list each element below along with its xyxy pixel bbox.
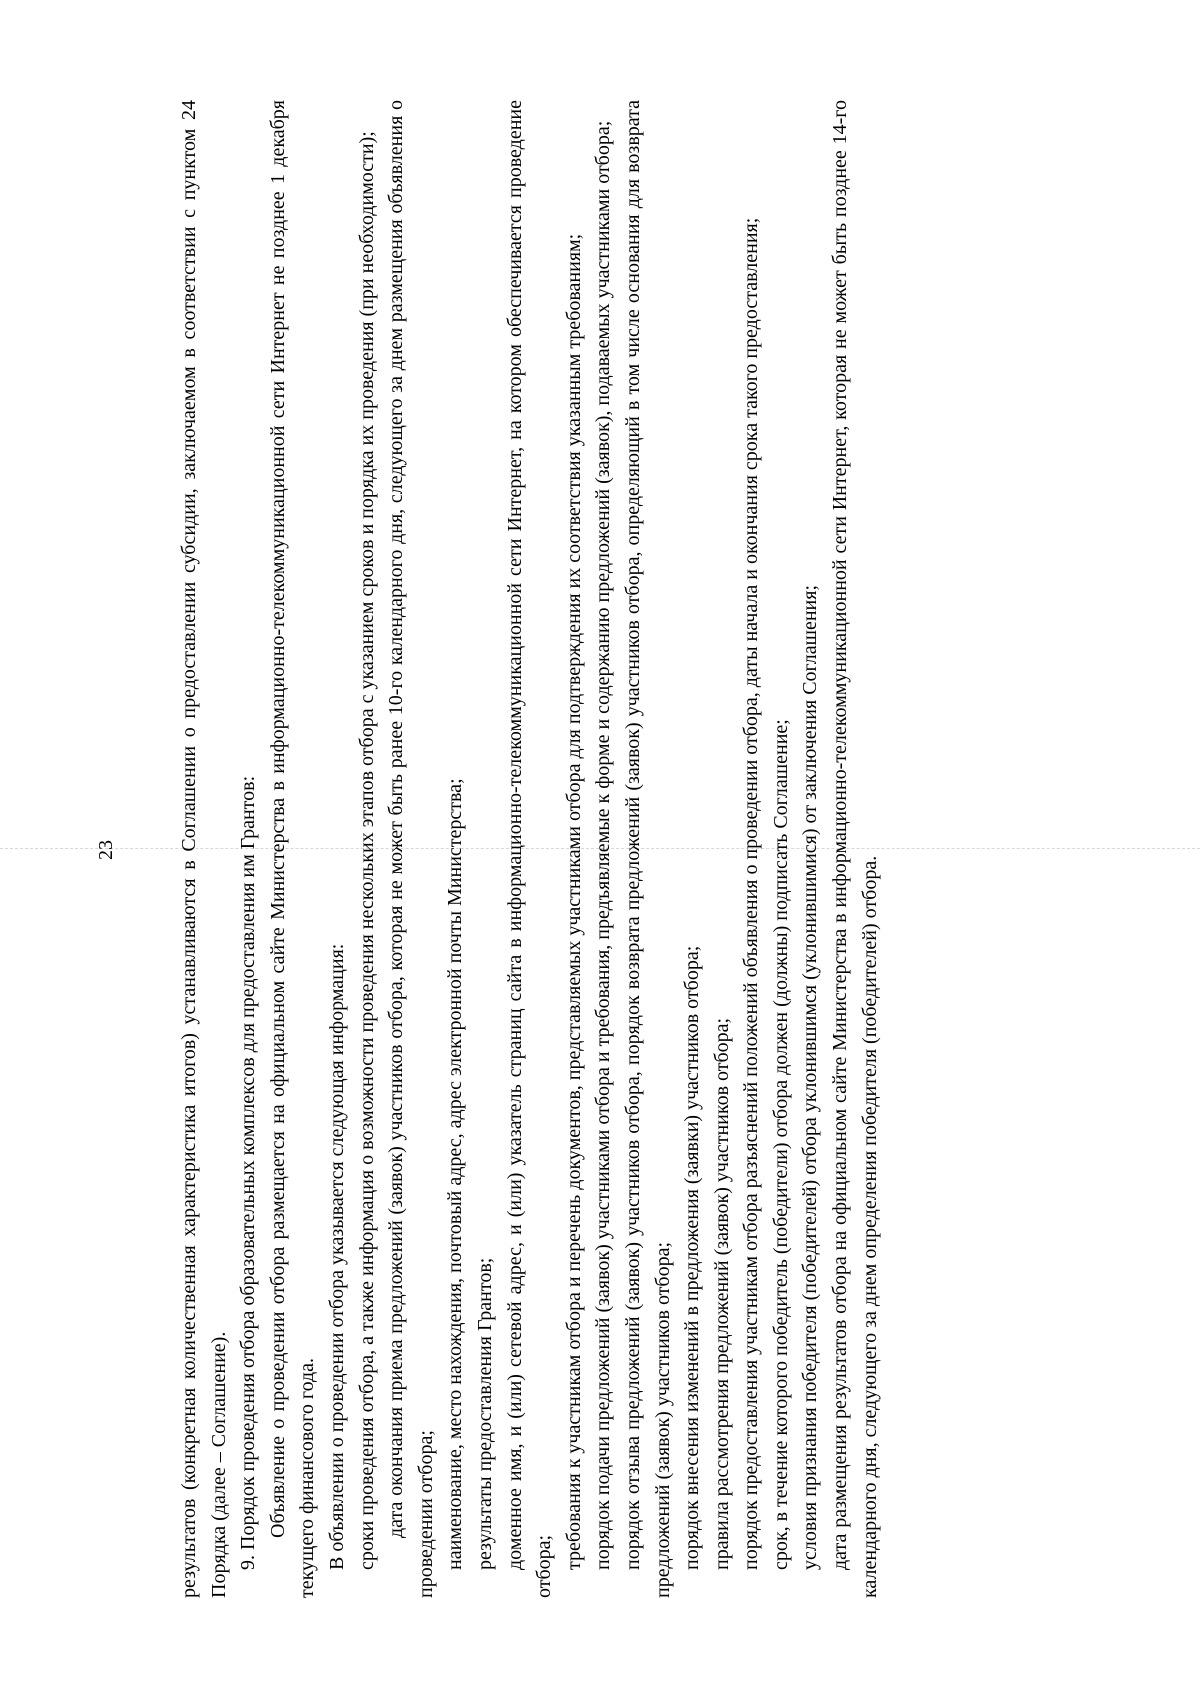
paragraph-5: дата окончания приема предложений (заявок) участников отбора, которая не может быть ранее 10-го календарного дня, следующего за днем размещения объявления о проведении отбора; [385, 100, 437, 1598]
paragraph-16: условия признания победителя (победителей) отбора уклонившимся (уклонившимися) от заключения Соглашения; [799, 584, 822, 1570]
paragraph-17: дата размещения результатов отбора на официальном сайте Министерства в информационно-телекоммуникационной сети Интернет, которая не может быть позднее 14-го календарного дня, следующего за днем определения победителя (победителей) отбора. [829, 100, 881, 1598]
paragraph-3: В объявлении о проведении отбора указывается следующая информация: [325, 943, 348, 1570]
paragraph-8: доменное имя, и (или) сетевой адрес, и (или) указатель страниц сайта в информационно-телекоммуникационной сети Интернет, на котором обеспечивается проведение отбора; [503, 100, 556, 1598]
paragraph-9: требования к участникам отбора и перечень документов, представляемых участниками отбора для подтверждения их соответствия указанным требованиям; [562, 233, 585, 1570]
paragraph-11: порядок отзыва предложений (заявок) участников отбора, порядок возврата предложений (заявок) участников отбора, определяющий в том числе основания для возврата предложений (заявок) участников отбора; [621, 100, 674, 1598]
paragraph-10: порядок подачи предложений (заявок) участниками отбора и требования, предъявляемые к форме и содержанию предложений (заявок), подаваемых участниками отбора; [592, 120, 615, 1570]
paragraph-15: срок, в течение которого победитель (победители) отбора должен (должны) подписать Соглашение; [769, 719, 792, 1570]
paragraph-4: сроки проведения отбора, а также информация о возможности проведения нескольких этапов отбора с указанием сроков и порядка их проведения (при необходимости); [355, 131, 378, 1570]
paragraph-13: правила рассмотрения предложений (заявок) участников отбора; [710, 1017, 733, 1570]
paragraph-1: 9. Порядок проведения отбора образовательных комплексов для предоставления им Грантов: [237, 775, 260, 1570]
paragraph-0: результатов (конкретная количественная характеристика итогов) устанавливаются в Соглашении о предоставлении субсидии, заключаемом в соответствии с пунктом 24 Порядка (далее – Соглашение). [178, 100, 230, 1598]
paragraph-12: порядок внесения изменений в предложения (заявки) участников отбора; [681, 945, 704, 1570]
paragraph-14: порядок предоставления участникам отбора разъяснений положений объявления о проведении отбора, даты начала и окончания срока такого предоставления; [740, 217, 763, 1570]
paragraph-6: наименование, место нахождения, почтовый адрес, адрес электронной почты Министерства; [444, 778, 467, 1570]
paragraph-2: Объявление о проведении отбора размещается на официальном сайте Министерства в информационно-телекоммуникационной сети Интернет не позднее 1 декабря текущего финансового года. [266, 100, 319, 1598]
page-number: 23 [94, 840, 117, 860]
paragraph-7: результаты предоставления Грантов; [473, 1257, 496, 1570]
document-body [175, 100, 1075, 1598]
